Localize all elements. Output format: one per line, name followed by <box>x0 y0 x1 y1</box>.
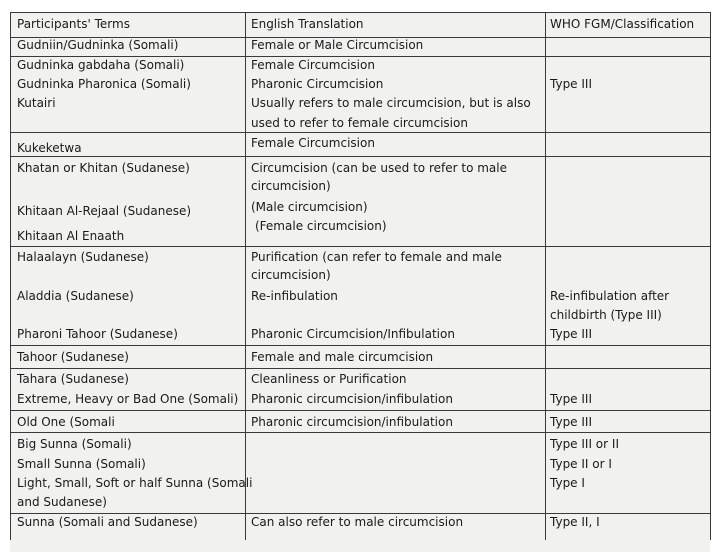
term-cell: and Sudanese) <box>17 495 107 509</box>
term-cell: Halaalayn (Sudanese) <box>17 250 149 264</box>
translation-cell: Usually refers to male circumcision, but is also <box>251 96 531 110</box>
translation-cell: Pharonic circumcision/infibulation <box>251 392 453 406</box>
translation-cell: Re-infibulation <box>251 289 338 303</box>
term-cell: Gudniin/Gudninka (Somali) <box>17 38 179 52</box>
term-cell: Kutairi <box>17 96 56 110</box>
term-cell: Light, Small, Soft or half Sunna (Somali <box>17 476 253 490</box>
translation-cell: Circumcision (can be used to refer to male <box>251 161 507 175</box>
translation-cell: (Male circumcision) <box>251 200 368 214</box>
term-cell: Khitaan Al-Rejaal (Sudanese) <box>17 204 192 218</box>
column-divider <box>245 12 246 540</box>
term-cell: Tahara (Sudanese) <box>17 372 129 386</box>
translation-cell: used to refer to female circumcision <box>251 116 468 130</box>
translation-cell: Female Circumcision <box>251 136 375 150</box>
term-cell: Sunna (Somali and Sudanese) <box>17 515 198 529</box>
classification-cell: Type I <box>550 476 585 490</box>
term-cell: Gudninka gabdaha (Somali) <box>17 58 185 72</box>
translation-cell: Female Circumcision <box>251 58 375 72</box>
table-border-left <box>10 12 11 540</box>
header-who-classification: WHO FGM/Classification <box>550 17 695 31</box>
row-divider <box>10 345 710 346</box>
translation-cell: Pharonic circumcision/infibulation <box>251 415 453 429</box>
row-divider <box>10 368 710 369</box>
term-cell: Small Sunna (Somali) <box>17 457 146 471</box>
translation-cell: Female and male circumcision <box>251 350 434 364</box>
classification-cell: Type III <box>550 327 592 341</box>
header-participants-terms: Participants' Terms <box>17 17 130 31</box>
term-cell: Khitaan Al Enaath <box>17 229 125 243</box>
translation-cell: circumcision) <box>251 179 331 193</box>
term-cell: Extreme, Heavy or Bad One (Somali) <box>17 392 239 406</box>
term-cell: Khatan or Khitan (Sudanese) <box>17 161 190 175</box>
classification-cell: Type III <box>550 392 592 406</box>
translation-cell: Purification (can refer to female and male <box>251 250 502 264</box>
row-divider <box>10 156 710 157</box>
classification-cell: Type III <box>550 77 592 91</box>
translation-cell: Can also refer to male circumcision <box>251 515 464 529</box>
translation-cell: (Female circumcision) <box>255 219 387 233</box>
translation-cell: Pharonic Circumcision <box>251 77 384 91</box>
classification-cell: childbirth (Type III) <box>550 308 662 322</box>
term-cell: Gudninka Pharonica (Somali) <box>17 77 191 91</box>
translation-cell: Female or Male Circumcision <box>251 38 424 52</box>
classification-cell: Type II, I <box>550 515 600 529</box>
term-cell: Pharoni Tahoor (Sudanese) <box>17 327 178 341</box>
column-divider <box>545 12 546 540</box>
header-english-translation: English Translation <box>251 17 364 31</box>
row-divider <box>10 12 710 13</box>
row-divider <box>10 410 710 411</box>
translation-cell: circumcision) <box>251 268 331 282</box>
translation-cell: Pharonic Circumcision/Infibulation <box>251 327 455 341</box>
classification-cell: Type II or I <box>550 457 612 471</box>
term-cell: Old One (Somali <box>17 415 115 429</box>
classification-cell: Type III <box>550 415 592 429</box>
term-cell: Aladdia (Sudanese) <box>17 289 134 303</box>
table-border-right <box>710 12 711 540</box>
term-cell: Tahoor (Sudanese) <box>17 350 129 364</box>
classification-cell: Type III or II <box>550 437 619 451</box>
translation-cell: Cleanliness or Purification <box>251 372 407 386</box>
term-cell: Kukeketwa <box>17 141 82 155</box>
term-cell: Big Sunna (Somali) <box>17 437 132 451</box>
classification-cell: Re-infibulation after <box>550 289 670 303</box>
